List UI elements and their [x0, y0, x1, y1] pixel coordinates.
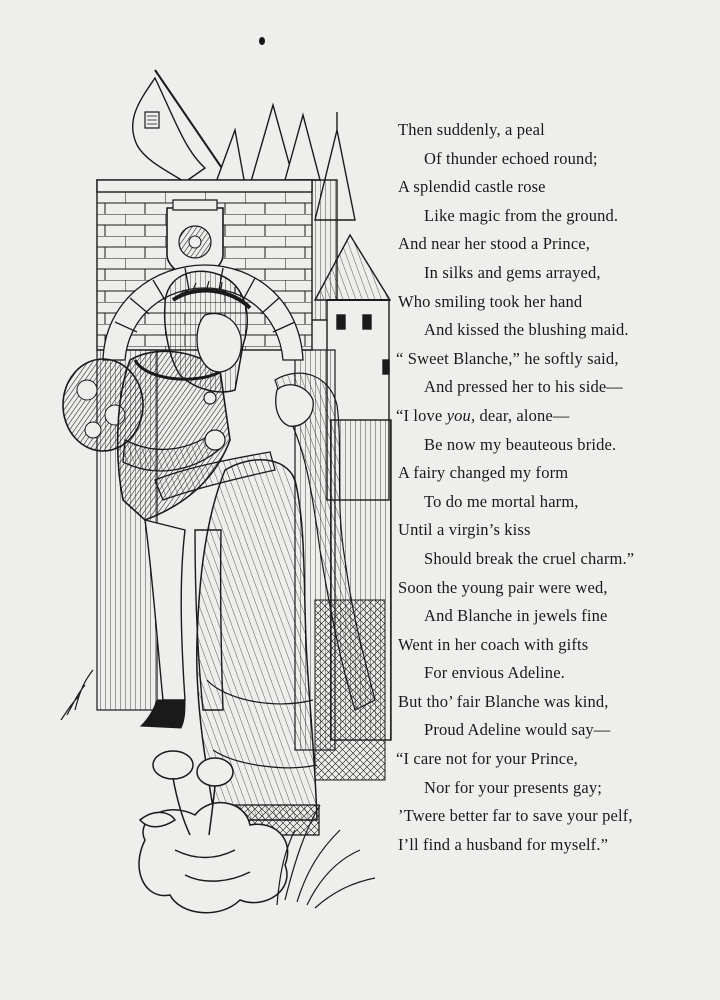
poem-line: Of thunder echoed round; — [424, 148, 598, 168]
poem-line: Nor for your presents gay; — [424, 777, 603, 797]
poem-line: I’ll find a husband for myself.” — [398, 834, 609, 854]
poem-line-end: dear, alone— — [475, 405, 570, 425]
poem-line: Until a virgin’s kiss — [398, 520, 531, 540]
banner-flag — [133, 70, 230, 182]
poem-line: For envious Adeline. — [424, 663, 565, 683]
poem-line: Soon the young pair were wed, — [398, 577, 608, 597]
poem-line: And Blanche in jewels fine — [424, 606, 608, 626]
poem-line: In silks and gems arrayed, — [424, 262, 601, 282]
poem-line: A fairy changed my form — [398, 463, 569, 483]
poem-line: And pressed her to his side— — [424, 377, 623, 397]
poem-line: Be now my beauteous bride. — [424, 434, 617, 454]
poem-line: Went in her coach with gifts — [398, 634, 589, 654]
poem-line: “I care not for your Prince, — [396, 749, 578, 769]
poem-line: Like magic from the ground. — [424, 205, 619, 225]
poem-line: And kissed the blushing maid. — [424, 320, 629, 340]
ink-speck — [259, 37, 265, 45]
poem-line: To do me mortal harm, — [424, 491, 579, 511]
emphasized-word: you, — [446, 405, 476, 425]
poem-line-start: “I love — [396, 405, 447, 425]
poem-line: Then suddenly, a peal — [398, 120, 545, 139]
poem-line: And near her stood a Prince, — [398, 234, 591, 254]
poem-line — [396, 402, 698, 431]
poem-line: A splendid castle rose — [398, 177, 546, 197]
poem-line: But tho’ fair Blanche was kind, — [398, 691, 609, 711]
lattice-screen — [315, 600, 385, 780]
poem-line: Proud Adeline would say— — [424, 720, 611, 740]
poem-text — [398, 116, 698, 859]
poem-line: Who smiling took her hand — [398, 291, 583, 311]
prince-and-maiden-illustration — [45, 60, 405, 920]
poem-line: “ Sweet Blanche,” he softly said, — [396, 348, 619, 368]
poem-line: Should break the cruel charm.” — [424, 548, 635, 568]
poem-line: ’Twere better far to save your pelf, — [398, 806, 633, 826]
